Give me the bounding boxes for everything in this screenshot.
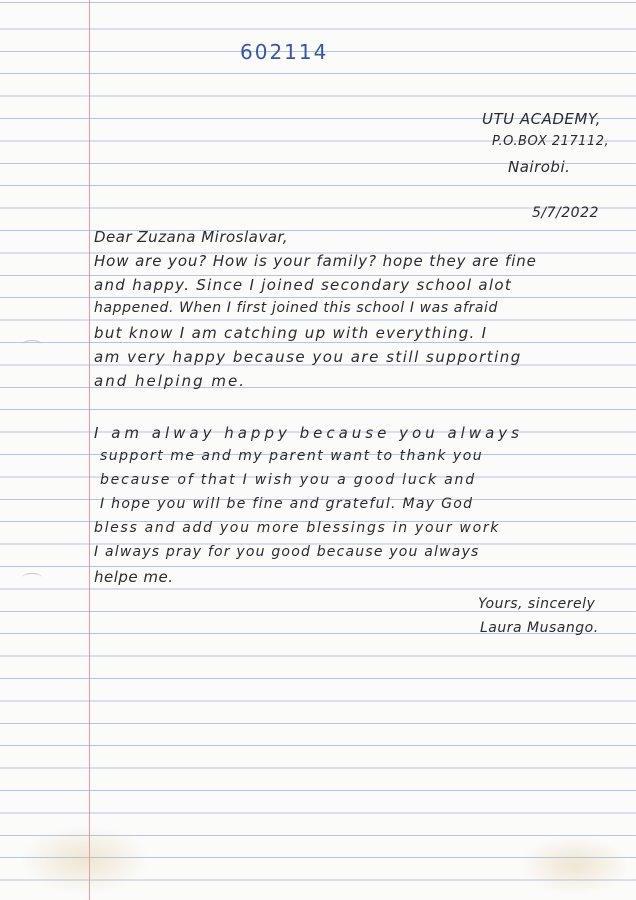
margin-line xyxy=(89,0,90,900)
closing: Yours, sincerely xyxy=(478,596,596,612)
paper-stain xyxy=(20,825,150,895)
paragraph-1-line: How are you? How is your family? hope they are fine xyxy=(94,252,537,270)
paragraph-1-line: but know I am catching up with everything. I xyxy=(94,324,488,342)
paragraph-1-line: and happy. Since I joined secondary school alot xyxy=(94,276,513,294)
punch-hole-mark xyxy=(22,340,42,349)
paragraph-2-line: helpe me. xyxy=(94,568,174,586)
paragraph-1-line: am very happy because you are still supporting xyxy=(94,348,522,366)
paragraph-2-line: I am alway happy because you always xyxy=(94,424,523,442)
paragraph-2-line: I hope you will be fine and grateful. May God xyxy=(100,496,474,512)
paragraph-2-line: because of that I wish you a good luck and xyxy=(100,472,476,488)
address-line: UTU ACADEMY, xyxy=(482,110,601,128)
address-line: Nairobi. xyxy=(508,158,571,176)
reference-number: 602114 xyxy=(240,40,329,64)
paper-stain xyxy=(520,835,630,895)
paragraph-2-line: support me and my parent want to thank you xyxy=(100,448,484,464)
punch-hole-mark xyxy=(22,573,42,582)
paragraph-2-line: bless and add you more blessings in your work xyxy=(94,520,501,536)
signature: Laura Musango. xyxy=(480,620,599,636)
letter-date: 5/7/2022 xyxy=(532,205,599,221)
paragraph-2-line: I always pray for you good because you always xyxy=(94,544,480,560)
salutation: Dear Zuzana Miroslavar, xyxy=(94,228,288,246)
paragraph-1-line: happened. When I first joined this school I was afraid xyxy=(94,300,499,316)
paragraph-1-line: and helping me. xyxy=(94,372,246,390)
address-line: P.O.BOX 217112, xyxy=(492,134,610,149)
